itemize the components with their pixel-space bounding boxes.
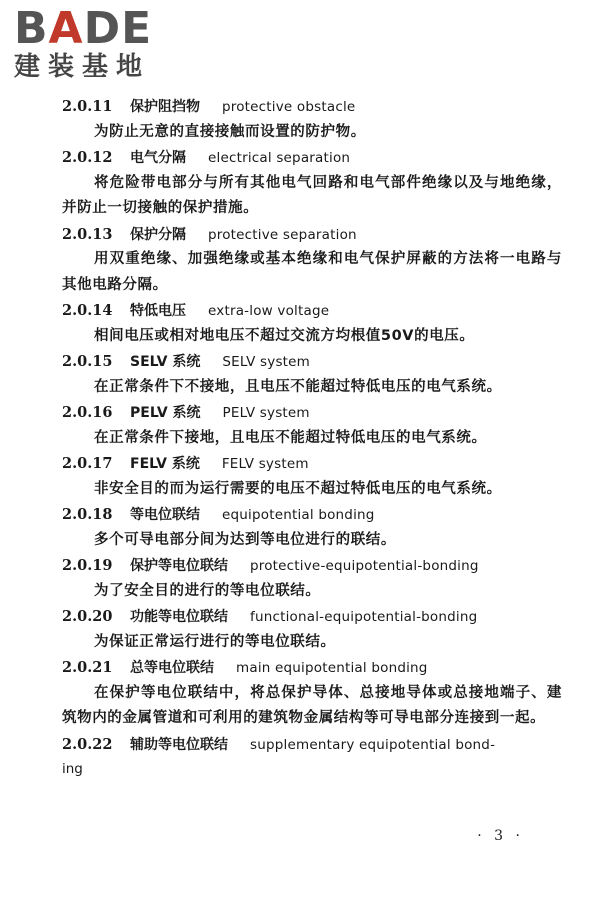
entry-2-0-12	[62, 145, 562, 222]
bade-logo	[14, 3, 184, 82]
entry-definition: 用双重绝缘、加强绝缘或基本绝缘和电气保护屏蔽的方法将一电路与其他电路分隔。	[62, 251, 562, 293]
entry-term: 保护分隔	[130, 226, 186, 243]
entry-2-0-11	[62, 94, 562, 145]
entry-2-0-20	[62, 604, 562, 655]
entry-english-term: protective obstacle	[222, 99, 356, 115]
entry-term: 保护阻挡物	[130, 99, 200, 115]
entry-term: 等电位联结	[130, 507, 200, 523]
entry-definition: 将危险带电部分与所有其他电气回路和电气部件绝缘以及与地绝缘，并防止一切接触的保护措施。	[62, 174, 562, 216]
entry-heading	[62, 400, 562, 426]
logo-chinese-name: 建装基地	[14, 52, 151, 82]
entry-heading	[62, 553, 562, 579]
entry-english-term: protective separation	[208, 226, 357, 243]
entry-term: 总等电位联结	[130, 660, 214, 676]
entry-2-0-14	[62, 298, 562, 349]
entry-term: 电气分隔	[130, 150, 186, 166]
entry-2-0-16	[62, 400, 562, 451]
entry-number: 2.0.14	[62, 302, 113, 319]
entry-number: 2.0.21	[62, 659, 113, 676]
entry-term: 特低电压	[130, 303, 186, 319]
entry-number: 2.0.12	[62, 149, 113, 166]
entry-heading	[62, 604, 562, 630]
entry-heading	[62, 94, 562, 120]
entry-term: 保护等电位联结	[130, 558, 228, 574]
logo-letter-b: B	[14, 3, 49, 54]
entry-definition: 相间电压或相对地电压不超过交流方均根值50V的电压。	[94, 327, 475, 344]
entry-english-term: SELV system	[222, 354, 311, 370]
entry-heading	[62, 655, 562, 681]
entry-english-term: extra-low voltage	[208, 303, 330, 319]
entry-definition: 为保证正常运行进行的等电位联结。	[94, 633, 336, 650]
entry-term: SELV 系统	[130, 354, 201, 370]
entry-number: 2.0.15	[62, 353, 113, 370]
entry-term: PELV 系统	[130, 405, 201, 421]
entry-heading	[62, 222, 562, 248]
entry-heading	[62, 502, 562, 528]
entry-2-0-17	[62, 451, 562, 502]
entry-definition: 在正常条件下不接地，且电压不能超过特低电压的电气系统。	[94, 378, 502, 395]
entry-english-term: FELV system	[221, 456, 309, 472]
entry-number: 2.0.22	[62, 735, 113, 753]
logo-wordmark	[14, 3, 184, 54]
entry-english-term-continuation: ing	[62, 761, 83, 777]
entry-definition: 在正常条件下接地，且电压不能超过特低电压的电气系统。	[94, 429, 487, 446]
entry-term: 辅助等电位联结	[130, 736, 228, 753]
entry-heading	[62, 298, 562, 324]
entry-2-0-15	[62, 349, 562, 400]
entry-english-term: functional-equipotential-bonding	[250, 609, 478, 625]
entry-2-0-13	[62, 222, 562, 299]
entry-number: 2.0.17	[62, 455, 113, 472]
entry-english-term: supplementary equipotential bond-	[250, 736, 496, 753]
entry-number: 2.0.13	[62, 225, 113, 243]
entry-term: FELV 系统	[130, 456, 200, 472]
entry-definition: 为防止无意的直接接触而设置的防护物。	[94, 123, 366, 140]
entry-definition: 非安全目的而为运行需要的电压不超过特低电压的电气系统。	[94, 480, 502, 497]
entry-english-term: PELV system	[222, 405, 310, 421]
entry-number: 2.0.19	[62, 557, 113, 574]
entry-definition: 多个可导电部分间为达到等电位进行的联结。	[94, 531, 396, 548]
page-number: · 3 ·	[477, 828, 524, 844]
entry-english-term: electrical separation	[208, 150, 351, 166]
entry-heading	[62, 145, 562, 171]
entry-term: 功能等电位联结	[130, 609, 228, 625]
entry-heading	[62, 451, 562, 477]
entry-english-term: equipotential bonding	[222, 507, 375, 523]
entry-2-0-19	[62, 553, 562, 604]
entry-heading	[62, 732, 562, 758]
entry-definition: 为了安全目的进行的等电位联结。	[94, 582, 321, 599]
entry-2-0-18	[62, 502, 562, 553]
entry-2-0-22	[62, 732, 562, 783]
entry-english-term: main equipotential bonding	[236, 660, 428, 676]
entry-heading	[62, 349, 562, 375]
entry-english-term: protective-equipotential-bonding	[250, 558, 479, 574]
logo-letters-de: DE	[83, 3, 153, 54]
glossary-content	[62, 94, 562, 783]
entry-definition: 在保护等电位联结中，将总保护导体、总接地导体或总接地端子、建筑物内的金属管道和可利用的建筑物金属结构等可导电部分连接到一起。	[62, 684, 562, 726]
entry-number: 2.0.18	[62, 506, 113, 523]
entry-number: 2.0.16	[62, 404, 113, 421]
logo-letter-a: A	[48, 3, 84, 54]
entry-2-0-21	[62, 655, 562, 732]
entry-number: 2.0.11	[62, 98, 113, 115]
entry-number: 2.0.20	[62, 608, 113, 625]
